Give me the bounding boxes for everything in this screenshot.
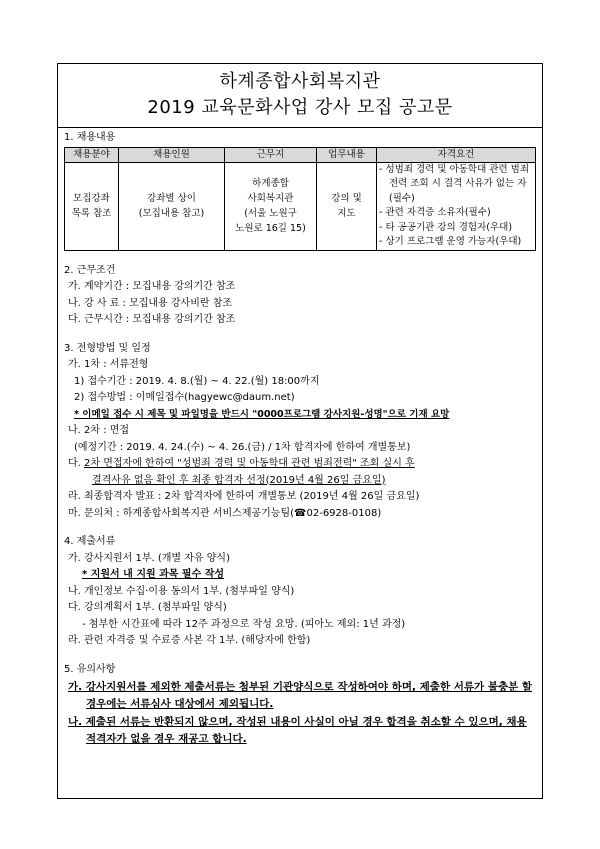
field-cell bbox=[65, 162, 119, 250]
field-line: 목록 참조 bbox=[71, 208, 112, 219]
section-2-title: 2. 근무조건 bbox=[64, 264, 116, 276]
document-item: 다. 강의계획서 1부. (첨부파일 양식) bbox=[68, 602, 227, 613]
screening-subitem: 1) 접수기간 : 2019. 4. 8.(월) ~ 4. 22.(월) 18:00까지 bbox=[74, 375, 320, 387]
qualification-item: - 성범죄 경력 및 아동학대 관련 범죄 전력 조회 시 결격 사유가 없는 자(필수) bbox=[379, 163, 530, 204]
background-check-line: 2차 면접자에 한하여 "성범죄 경력 및 아동학대 관련 범죄전력" 조회 실시 후 bbox=[84, 458, 415, 469]
title-box bbox=[58, 64, 542, 128]
duty-line: 지도 bbox=[337, 208, 356, 219]
table-header-row bbox=[65, 147, 536, 162]
section-4-title: 4. 제출서류 bbox=[64, 536, 116, 547]
screening-item: 나. 2차 : 면접 bbox=[68, 425, 130, 436]
recruit-table bbox=[64, 147, 536, 251]
spacer bbox=[64, 650, 536, 662]
background-check-line: 결격사유 없음 확인 후 최종 합격자 선정(2019년 4월 26일 금요일) bbox=[92, 474, 386, 486]
application-note: * 지원서 내 지원 과목 필수 작성 bbox=[82, 569, 225, 580]
qualification-cell bbox=[377, 162, 536, 250]
place-cell bbox=[225, 162, 317, 250]
col-header: 근무지 bbox=[225, 147, 317, 162]
contact-item: 마. 문의처 : 하계종합사회복지관 서비스제공기능팀(☎02-6928-0108) bbox=[68, 507, 382, 519]
qualification-item: - 상기 프로그램 운영 가능자(우대) bbox=[379, 236, 522, 247]
document-item: 가. 강사지원서 1부. (개별 자유 양식) bbox=[68, 552, 230, 564]
place-line: 노원로 16길 15) bbox=[235, 223, 306, 234]
org-title: 하계종합사회복지관 bbox=[219, 71, 381, 92]
place-line: 사회복지관 bbox=[247, 193, 294, 204]
section-5-title: 5. 유의사항 bbox=[64, 663, 116, 675]
condition-item: 다. 근무시간 : 모집내용 강의기간 참조 bbox=[68, 314, 236, 325]
count-cell bbox=[119, 162, 225, 250]
field-line: 모집강좌 bbox=[73, 193, 110, 204]
email-note: * 이메일 접수 시 제목 및 파일명을 반드시 "0000프로그램 강사지원-성명"으로 기재 요망 bbox=[74, 408, 450, 420]
content bbox=[58, 128, 542, 748]
spacer bbox=[64, 522, 536, 534]
count-line: 강좌별 상이 bbox=[147, 193, 196, 204]
section-3-title: 3. 전형방법 및 일정 bbox=[64, 342, 151, 354]
count-line: (모집내용 참고) bbox=[138, 208, 205, 219]
screening-subitem: 2) 접수방법 : 이메일접수(hagyewc@daum.net) bbox=[74, 392, 295, 403]
screening-item bbox=[64, 456, 536, 473]
section-1-title: 1. 채용내용 bbox=[64, 132, 116, 143]
screening-item: 라. 최종합격자 발표 : 2차 합격자에 한하여 개별통보 (2019년 4월 26일 금요일) bbox=[68, 491, 420, 502]
notice-item: 가. 강사지원서를 제외한 제출서류는 첨부된 기관양식으로 작성하여야 하며, 제출한 서류가 불충분 할 경우에는 서류심사 대상에서 제외됩니다. bbox=[68, 681, 533, 710]
table-row bbox=[65, 162, 536, 250]
document-item: 나. 개인정보 수집·이용 동의서 1부. (첨부파일 양식) bbox=[68, 585, 295, 597]
notice-item: 나. 제출된 서류는 반환되지 않으며, 작성된 내용이 사실이 아닐 경우 합격을 취소할 수 있으며, 채용적격자가 없을 경우 재공고 합니다. bbox=[68, 716, 527, 745]
spacer bbox=[64, 329, 536, 341]
item-prefix: 다. bbox=[68, 458, 85, 469]
interview-schedule: (예정기간 : 2019. 4. 24.(수) ~ 4. 26.(금) / 1차 합격자에 한하여 개별통보) bbox=[74, 441, 411, 453]
spacer bbox=[64, 251, 536, 263]
col-header: 업무내용 bbox=[317, 147, 377, 162]
qualification-item: - 타 공공기관 강의 경험자(우대) bbox=[379, 221, 513, 233]
screening-item: 가. 1차 : 서류전형 bbox=[68, 359, 149, 370]
place-line: 하계종합 bbox=[252, 178, 289, 189]
document-item: 라. 관련 자격증 및 수료증 사본 각 1부. (해당자에 한함) bbox=[68, 635, 311, 646]
col-header: 채용인원 bbox=[119, 147, 225, 162]
col-header: 자격요건 bbox=[377, 147, 536, 162]
condition-item: 가. 계약기간 : 모집내용 강의기간 참조 bbox=[68, 281, 236, 292]
qualification-item: - 관련 자격증 소유자(필수) bbox=[379, 207, 491, 218]
place-line: (서울 노원구 bbox=[244, 208, 297, 219]
duty-line: 강의 및 bbox=[331, 193, 362, 204]
condition-item: 나. 강 사 료 : 모집내용 강사비란 참조 bbox=[68, 297, 233, 309]
notice-title: 2019 교육문화사업 강사 모집 공고문 bbox=[147, 97, 453, 118]
col-header: 채용분야 bbox=[65, 147, 119, 162]
duty-cell bbox=[317, 162, 377, 250]
plan-note: - 첨부한 시간표에 따라 12주 과정으로 작성 요망. (피아노 제외: 1년 과정) bbox=[82, 618, 406, 630]
document-frame bbox=[57, 63, 543, 799]
